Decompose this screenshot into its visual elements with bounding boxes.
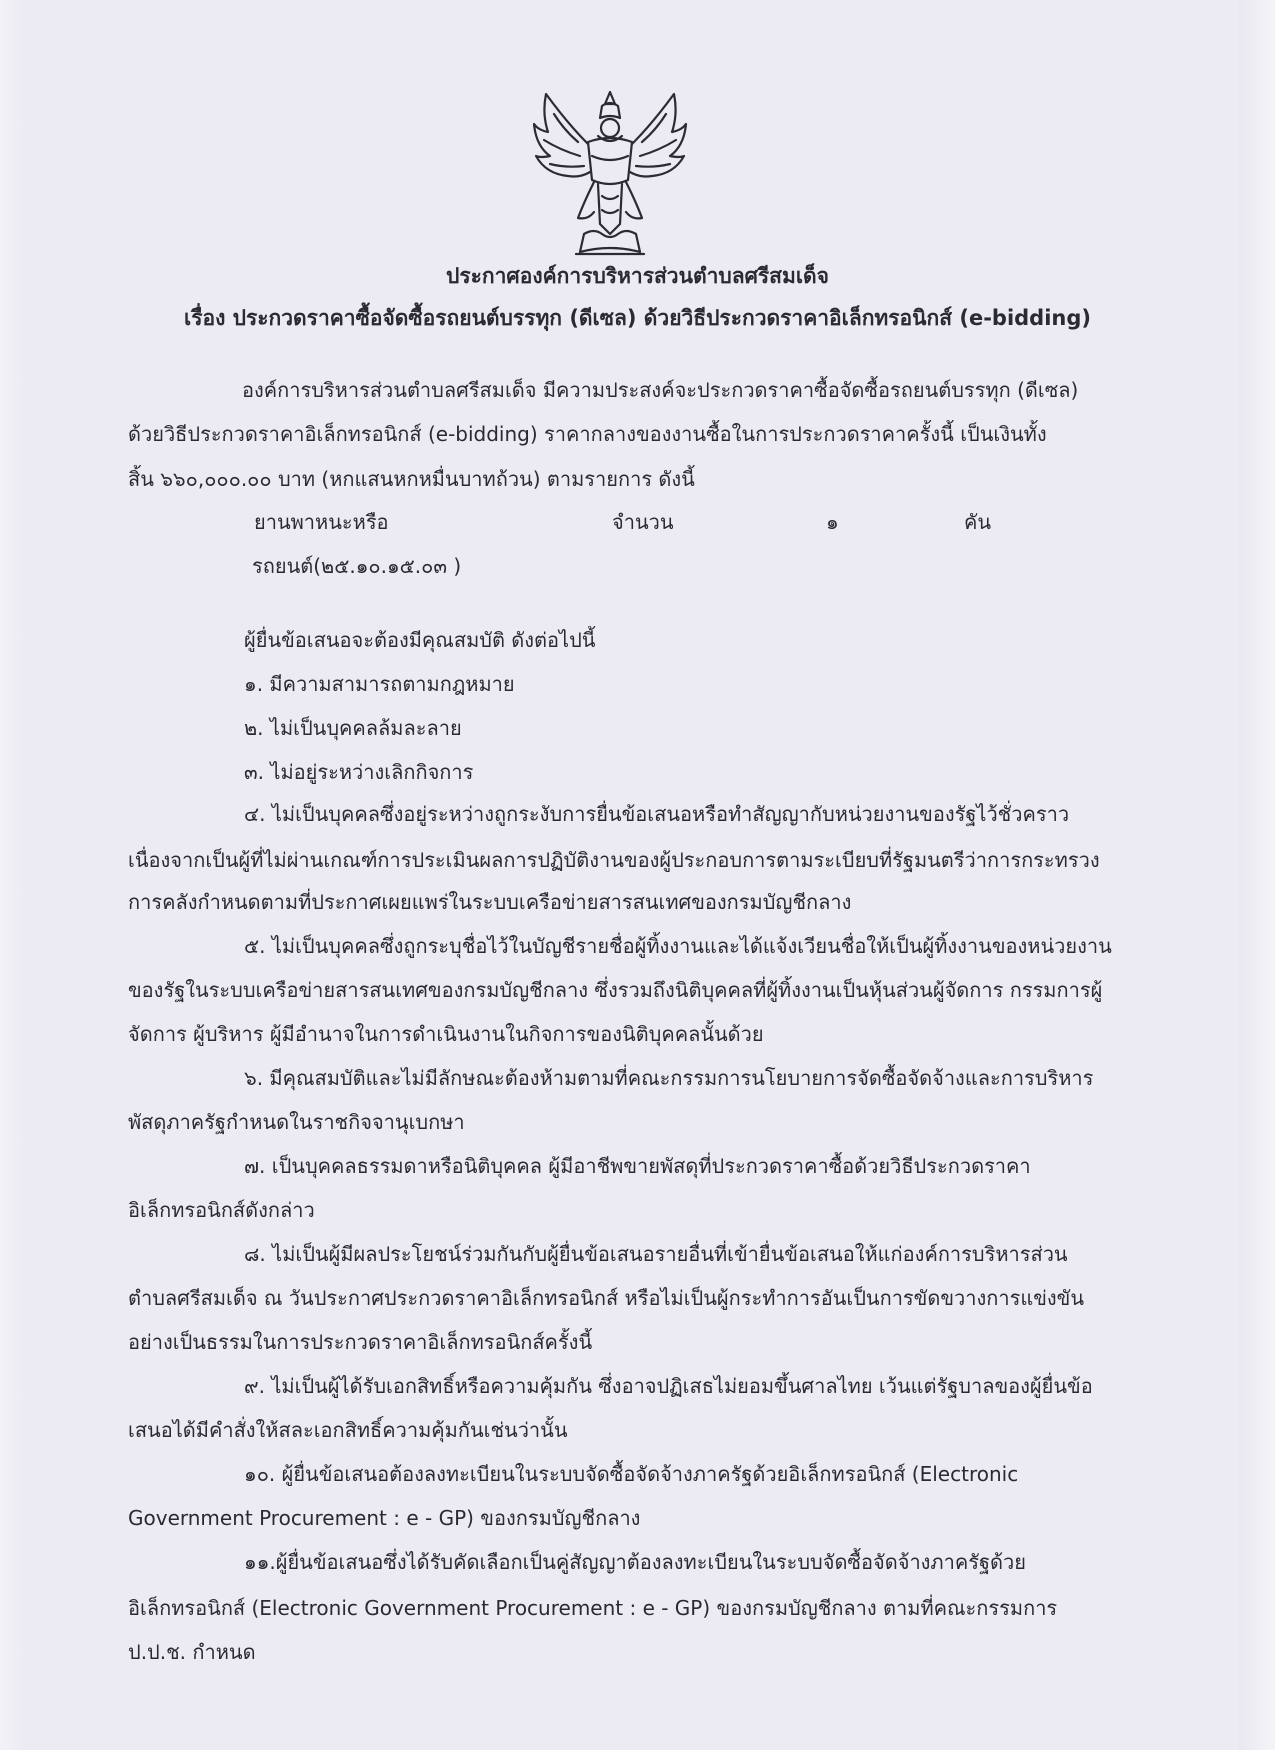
qualification-11-line-1: ๑๑.ผู้ยื่นข้อเสนอซึ่งได้รับคัดเลือกเป็นคู่สัญญาต้องลงทะเบียนในระบบจัดซื้อจัดจ้างภาครัฐด้วย (244, 1550, 1026, 1574)
qualifications-heading: ผู้ยื่นข้อเสนอจะต้องมีคุณสมบัติ ดังต่อไปนี้ (244, 628, 596, 652)
item-unit: คัน (964, 510, 992, 534)
qualification-4-line-1: ๔. ไม่เป็นบุคคลซึ่งอยู่ระหว่างถูกระงับการยื่นข้อเสนอหรือทำสัญญากับหน่วยงานของรัฐไว้ชั่วคราว (244, 802, 1070, 826)
intro-line-1: องค์การบริหารส่วนตำบลศรีสมเด็จ มีความประสงค์จะประกวดราคาซื้อจัดซื้อรถยนต์บรรทุก (ดีเซล) (242, 378, 1079, 402)
qualification-7-line-1: ๗. เป็นบุคคลธรรมดาหรือนิติบุคคล ผู้มีอาชีพขายพัสดุที่ประกวดราคาซื้อด้วยวิธีประกวดราคา (244, 1154, 1031, 1178)
qualification-10-line-2: Government Procurement : e - GP) ของกรมบัญชีกลาง (128, 1506, 641, 1530)
qualification-11-line-3: ป.ป.ช. กำหนด (128, 1640, 256, 1664)
qualification-5-line-3: จัดการ ผู้บริหาร ผู้มีอำนาจในการดำเนินงานในกิจการของนิติบุคคลนั้นด้วย (128, 1022, 764, 1046)
item-name-line-2: รถยนต์(๒๕.๑๐.๑๕.๐๓ ) (252, 554, 462, 578)
garuda-emblem-icon (528, 84, 692, 264)
qualification-5-line-1: ๕. ไม่เป็นบุคคลซึ่งถูกระบุชื่อไว้ในบัญชีรายชื่อผู้ทิ้งงานและได้แจ้งเวียนชื่อให้เป็นผู้ทิ้งงานของหน่วยงาน (244, 934, 1112, 958)
item-quantity-value: ๑ (826, 510, 839, 534)
qualification-5-line-2: ของรัฐในระบบเครือข่ายสารสนเทศของกรมบัญชีกลาง ซึ่งรวมถึงนิติบุคคลที่ผู้ทิ้งงานเป็นหุ้นส่วนผู้จัดการ กรรมการผู้ (128, 978, 1103, 1002)
qualification-4-line-2: เนื่องจากเป็นผู้ที่ไม่ผ่านเกณฑ์การประเมินผลการปฏิบัติงานของผู้ประกอบการตามระเบียบที่รัฐมนตรีว่าการกระทรวง (128, 848, 1100, 872)
qualification-3: ๓. ไม่อยู่ระหว่างเลิกกิจการ (244, 760, 474, 784)
qualification-10-line-1: ๑๐. ผู้ยื่นข้อเสนอต้องลงทะเบียนในระบบจัดซื้อจัดจ้างภาครัฐด้วยอิเล็กทรอนิกส์ (Electronic (244, 1462, 1019, 1486)
qualification-9-line-2: เสนอได้มีคำสั่งให้สละเอกสิทธิ์ความคุ้มกันเช่นว่านั้น (128, 1418, 568, 1442)
qualification-8-line-1: ๘. ไม่เป็นผู้มีผลประโยชน์ร่วมกันกับผู้ยื่นข้อเสนอรายอื่นที่เข้ายื่นข้อเสนอให้แก่องค์การบริหารส่วน (244, 1242, 1068, 1266)
qualification-9-line-1: ๙. ไม่เป็นผู้ได้รับเอกสิทธิ์หรือความคุ้มกัน ซึ่งอาจปฏิเสธไม่ยอมขึ้นศาลไทย เว้นแต่รัฐบาลของผู้ยื่นข้อ (244, 1374, 1093, 1398)
intro-line-2: ด้วยวิธีประกวดราคาอิเล็กทรอนิกส์ (e-bidding) ราคากลางของงานซื้อในการประกวดราคาครั้งนี้ เป็นเงินทั้ง (128, 422, 1047, 446)
qualification-7-line-2: อิเล็กทรอนิกส์ดังกล่าว (128, 1198, 315, 1222)
qualification-2: ๒. ไม่เป็นบุคคลล้มละลาย (244, 716, 462, 740)
qualification-8-line-3: อย่างเป็นธรรมในการประกวดราคาอิเล็กทรอนิกส์ครั้งนี้ (128, 1330, 593, 1354)
item-name-line-1: ยานพาหนะหรือ (254, 510, 389, 534)
qualification-8-line-2: ตำบลศรีสมเด็จ ณ วันประกาศประกวดราคาอิเล็กทรอนิกส์ หรือไม่เป็นผู้กระทำการอันเป็นการขัดขวางการแข่งขัน (128, 1286, 1084, 1310)
announcement-title: ประกาศองค์การบริหารส่วนตำบลศรีสมเด็จ (446, 264, 829, 288)
qualification-4-line-3: การคลังกำหนดตามที่ประกาศเผยแพร่ในระบบเครือข่ายสารสนเทศของกรมบัญชีกลาง (128, 890, 852, 914)
intro-line-3: สิ้น ๖๖๐,๐๐๐.๐๐ บาท (หกแสนหกหมื่นบาทถ้วน) ตามรายการ ดังนี้ (128, 467, 695, 491)
qualification-6-line-2: พัสดุภาครัฐกำหนดในราชกิจจานุเบกษา (128, 1110, 465, 1134)
qualification-6-line-1: ๖. มีคุณสมบัติและไม่มีลักษณะต้องห้ามตามที่คณะกรรมการนโยบายการจัดซื้อจัดจ้างและการบริหาร (244, 1066, 1094, 1090)
qualification-11-line-2: อิเล็กทรอนิกส์ (Electronic Government Procurement : e - GP) ของกรมบัญชีกลาง ตามที่คณะกรรมการ (128, 1596, 1058, 1620)
qualification-1: ๑. มีความสามารถตามกฎหมาย (244, 672, 515, 696)
announcement-subject: เรื่อง ประกวดราคาซื้อจัดซื้อรถยนต์บรรทุก (ดีเซล) ด้วยวิธีประกวดราคาอิเล็กทรอนิกส์ (e-bidding) (184, 306, 1091, 330)
item-quantity-label: จำนวน (612, 510, 674, 534)
